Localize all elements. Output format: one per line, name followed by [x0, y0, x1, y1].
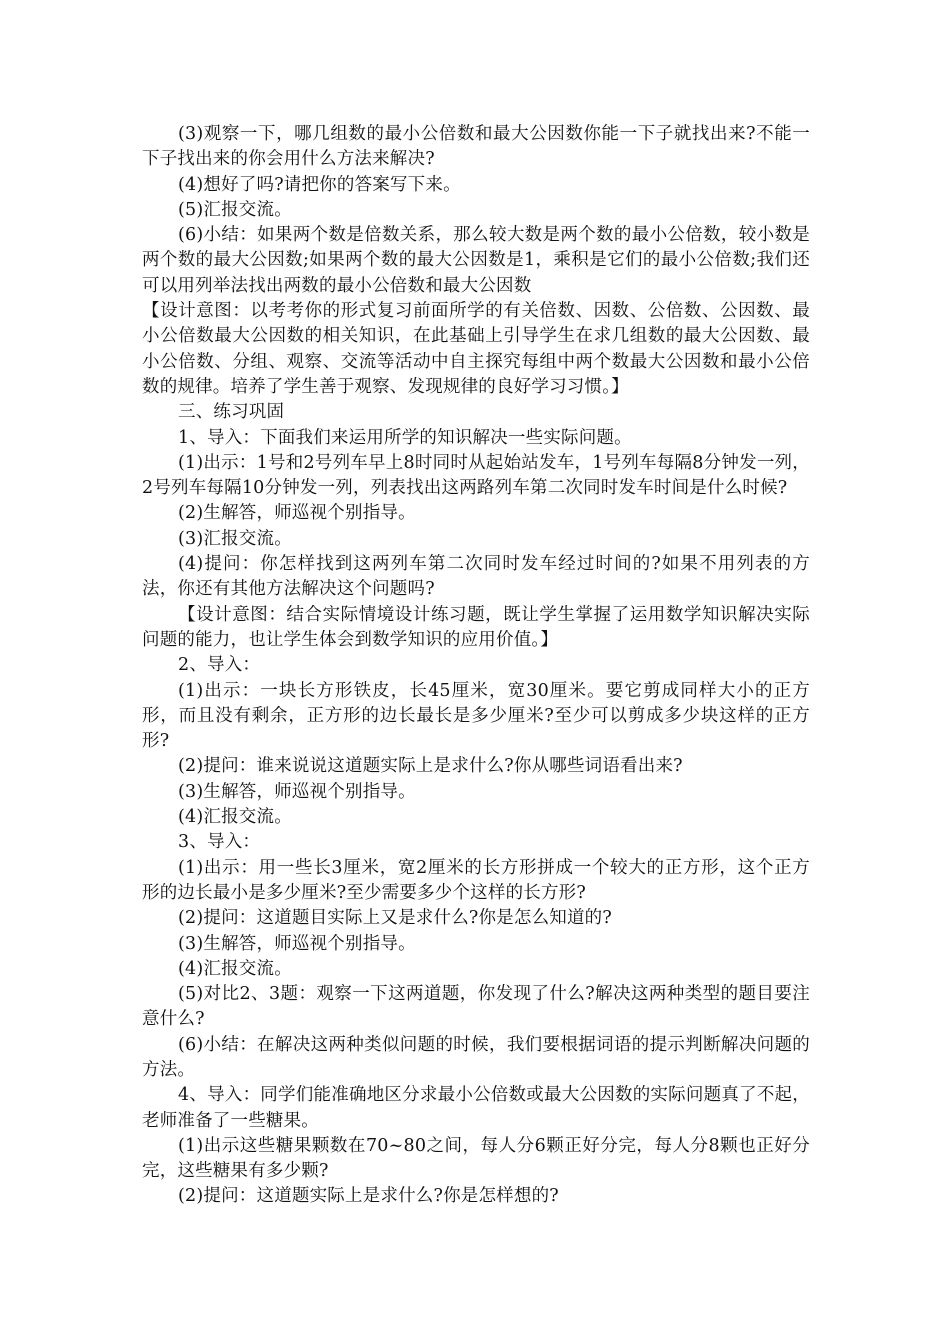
paragraph: (2)提问：这道题目实际上又是求什么?你是怎么知道的? — [178, 908, 612, 929]
paragraph: (3)生解答，师巡视个别指导。 — [178, 781, 416, 802]
paragraph: (2)生解答，师巡视个别指导。 — [178, 503, 416, 524]
paragraph: (1)出示：1号和2号列车早上8时同时从起始站发车，1号列车每隔8分钟发一列，2号列车每隔10分钟发一列，列表找出这两路列车第二次同时发车时间是什么时候? — [142, 452, 810, 499]
paragraph: (6)小结：如果两个数是倍数关系，那么较大数是两个数的最小公倍数，较小数是两个数的最大公因数;如果两个数的最大公因数是1，乘积是它们的最小公倍数;我们还可以用列举法找出两数的最小公倍数和最大公因数 — [142, 225, 810, 296]
paragraph: 2、导入： — [178, 655, 261, 676]
paragraph: 1、导入：下面我们来运用所学的知识解决一些实际问题。 — [178, 427, 632, 448]
paragraph: (1)出示：用一些长3厘米，宽2厘米的长方形拼成一个较大的正方形，这个正方形的边长最小是多少厘米?至少需要多少个这样的长方形? — [142, 857, 810, 903]
paragraph: (2)提问：谁来说说这道题实际上是求什么?你从哪些词语看出来? — [178, 756, 683, 777]
paragraph: (4)汇报交流。 — [178, 807, 292, 828]
design-intent-paragraph: 【设计意图：结合实际情境设计练习题，既让学生掌握了运用数学知识解决实际问题的能力，也让学生体会到数学知识的应用价值。】 — [142, 604, 810, 650]
section-heading: 三、练习巩固 — [178, 402, 285, 423]
paragraph: (4)想好了吗?请把你的答案写下来。 — [178, 174, 461, 195]
paragraph: 3、导入： — [178, 832, 261, 853]
paragraph: (5)汇报交流。 — [178, 199, 292, 220]
paragraph: (3)观察一下，哪几组数的最小公倍数和最大公因数你能一下子就找出来?不能一下子找出来的你会用什么方法来解决? — [142, 124, 810, 170]
design-intent-paragraph: 【设计意图：以考考你的形式复习前面所学的有关倍数、因数、公倍数、公因数、最小公倍数最大公因数的相关知识，在此基础上引导学生在求几组数的最大公因数、最小公倍数、分组、观察、交流等活动中自主探究每组中两个数最大公因数和最小公倍数的规律。培养了学生善于观察、发现规律的良好学习习惯。】 — [142, 301, 810, 397]
paragraph: (6)小结：在解决这两种类似问题的时候，我们要根据词语的提示判断解决问题的方法。 — [142, 1034, 810, 1080]
paragraph: (3)生解答，师巡视个别指导。 — [178, 933, 416, 954]
paragraph: (5)对比2、3题：观察一下这两道题，你发现了什么?解决这两种类型的题目要注意什么? — [142, 984, 810, 1030]
paragraph: (1)出示：一块长方形铁皮，长45厘米，宽30厘米。要它剪成同样大小的正方形，而且没有剩余，正方形的边长最长是多少厘米?至少可以剪成多少块这样的正方形? — [142, 680, 810, 752]
paragraph: (2)提问：这道题实际上是求什么?你是怎样想的? — [178, 1186, 559, 1207]
paragraph: (4)提问：你怎样找到这两列车第二次同时发车经过时间的?如果不用列表的方法，你还有其他方法解决这个问题吗? — [142, 554, 810, 600]
paragraph: (1)出示这些糖果颗数在70~80之间，每人分6颗正好分完，每人分8颗也正好分完，这些糖果有多少颗? — [142, 1135, 810, 1182]
paragraph: (4)汇报交流。 — [178, 958, 292, 979]
document-body — [142, 122, 810, 1210]
paragraph: 4、导入：同学们能准确地区分求最小公倍数或最大公因数的实际问题真了不起，老师准备了一些糖果。 — [142, 1085, 810, 1131]
paragraph: (3)汇报交流。 — [178, 528, 292, 549]
